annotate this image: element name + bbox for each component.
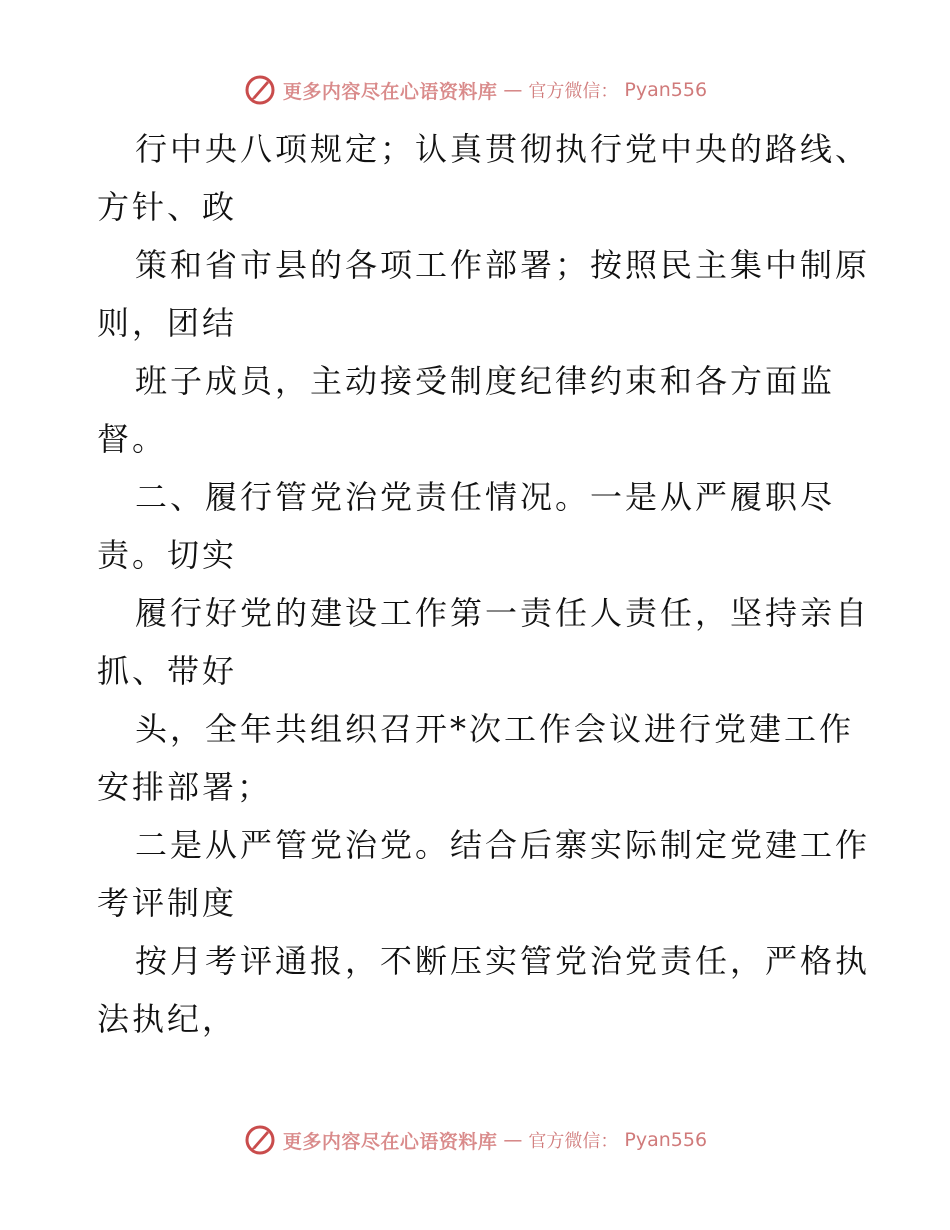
text-line: 头，全年共组织召开*次工作会议进行党建工作	[135, 710, 855, 748]
text-line: 责。切实	[97, 536, 238, 574]
watermark-id-text: Pyan556	[624, 79, 708, 101]
header-watermark	[0, 70, 950, 110]
watermark-id-text: Pyan556	[624, 1129, 708, 1151]
text-line: 则，团结	[97, 304, 238, 342]
text-line: 二、履行管党治党责任情况。一是从严履职尽	[135, 478, 836, 516]
text-line: 策和省市县的各项工作部署；按照民主集中制原	[135, 246, 871, 284]
footer-watermark	[0, 1120, 950, 1160]
body-text	[97, 120, 871, 1048]
watermark-sub-text: 官方微信：	[528, 81, 619, 102]
text-line: 抓、带好	[97, 652, 238, 690]
text-line: 考评制度	[97, 884, 238, 922]
text-line: 方针、政	[97, 188, 238, 226]
watermark-main-text: 更多内容尽在心语资料库	[282, 80, 498, 103]
text-line: 督。	[97, 420, 168, 458]
text-line: 班子成员，主动接受制度纪律约束和各方面监	[135, 362, 836, 400]
watermark-main-text: 更多内容尽在心语资料库	[282, 1130, 498, 1153]
text-line: 安排部署；	[97, 768, 273, 806]
text-line: 按月考评通报，不断压实管党治党责任，严格执	[135, 942, 871, 980]
watermark-sub-text: 官方微信：	[528, 1131, 619, 1152]
text-line: 履行好党的建设工作第一责任人责任，坚持亲自	[135, 594, 871, 632]
text-line: 行中央八项规定；认真贯彻执行党中央的路线、	[135, 130, 871, 168]
watermark-separator: —	[503, 1129, 523, 1151]
quill-seal-icon	[243, 73, 277, 107]
text-line: 二是从严管党治党。结合后寨实际制定党建工作	[135, 826, 871, 864]
text-line: 法执纪，	[97, 1000, 238, 1038]
watermark-separator: —	[503, 79, 523, 101]
quill-seal-icon	[243, 1123, 277, 1157]
